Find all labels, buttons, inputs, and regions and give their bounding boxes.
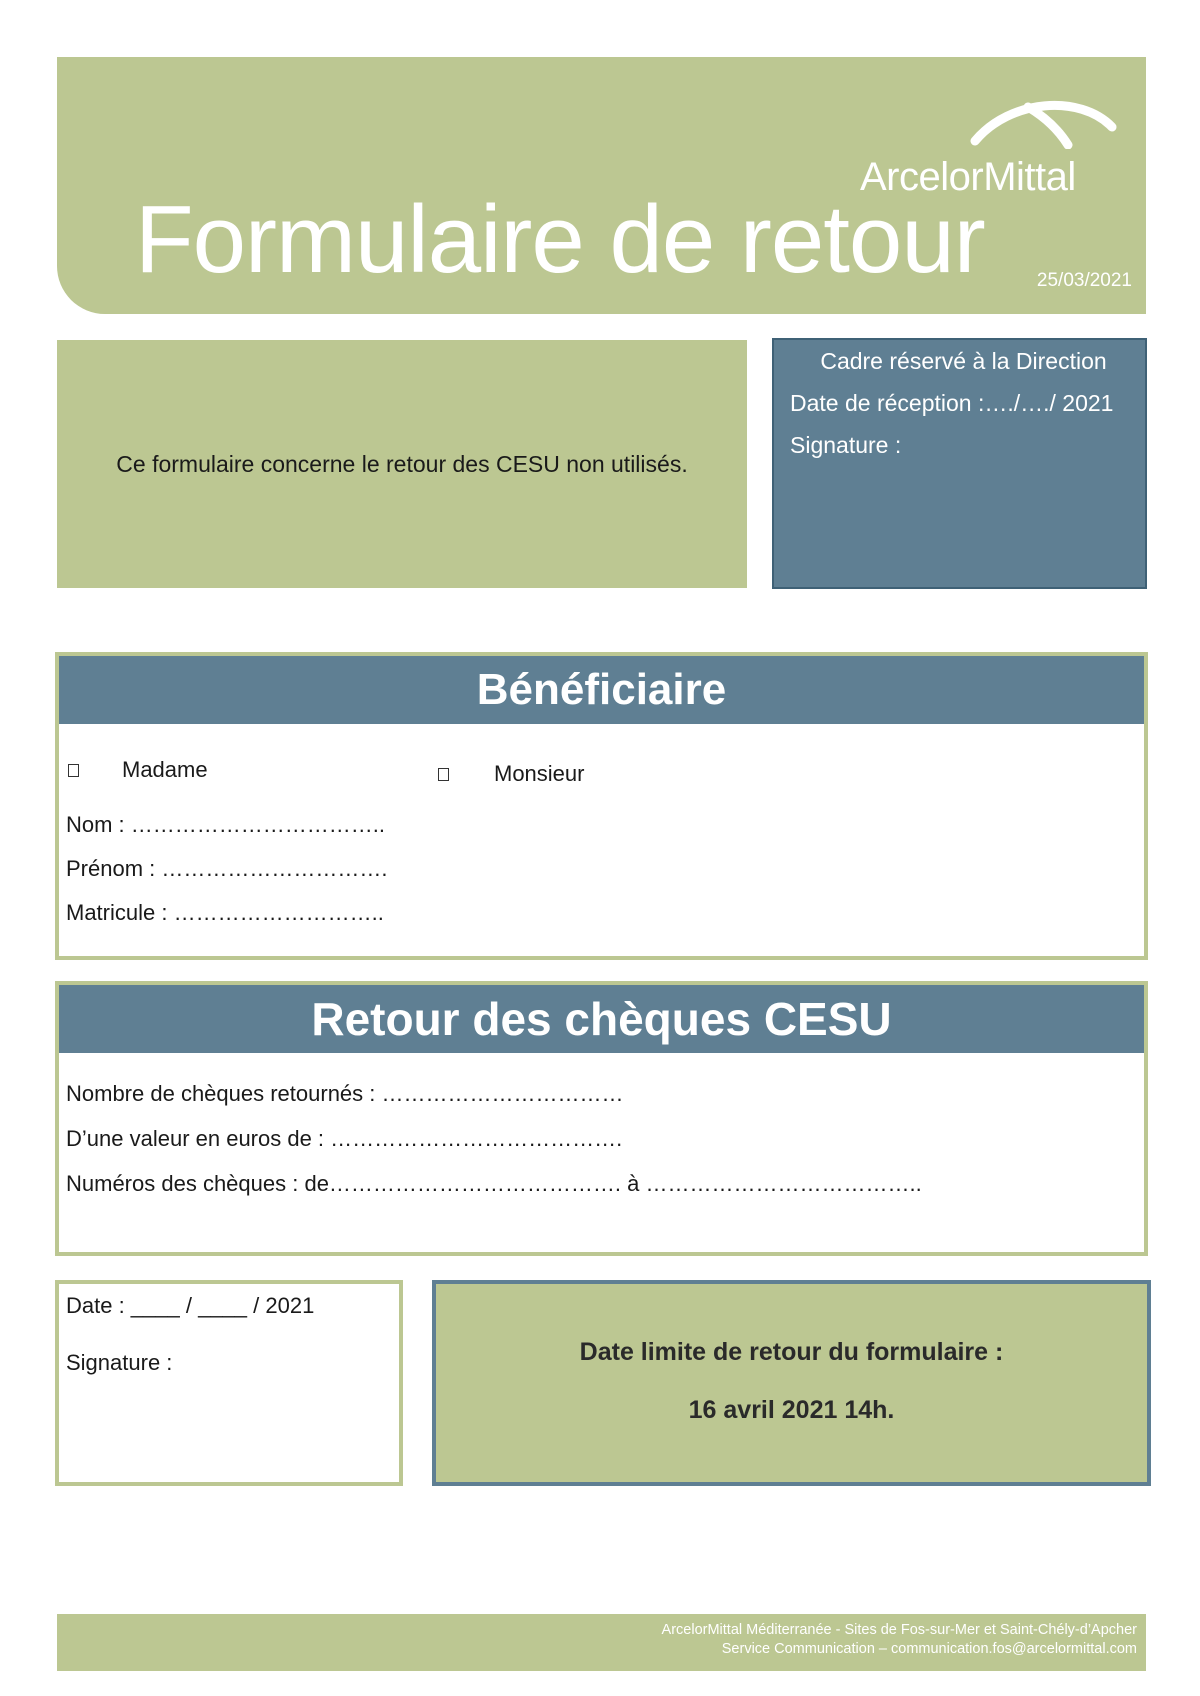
intro-box [57, 340, 747, 588]
monsieur-checkbox[interactable] [438, 768, 449, 781]
madame-label: Madame [122, 757, 208, 782]
beneficiary-section [55, 652, 1148, 960]
footer [57, 1614, 1146, 1671]
arcelormittal-logo-icon [970, 89, 1120, 149]
deadline-value: 16 avril 2021 14h. [688, 1396, 895, 1424]
nom-field[interactable]: Nom : …………………………….. [66, 812, 386, 837]
signature-date-field[interactable]: Date : ____ / ____ / 2021 [66, 1293, 315, 1318]
deadline-label: Date limite de retour du formulaire : [579, 1338, 1004, 1366]
monsieur-label: Monsieur [494, 761, 585, 786]
signature-field[interactable]: Signature : [66, 1350, 173, 1375]
beneficiary-heading: Bénéficiaire [59, 656, 1144, 724]
header-banner [57, 57, 1146, 314]
matricule-field[interactable]: Matricule : ……………………….. [66, 900, 384, 925]
cesu-section [55, 981, 1148, 1256]
cheque-value-field[interactable]: D’une valeur en euros de : …………………………………. [66, 1126, 623, 1151]
direction-signature-field: Signature : [790, 432, 902, 458]
document-date: 25/03/2021 [1036, 270, 1132, 291]
madame-checkbox[interactable] [68, 764, 79, 777]
deadline-box [432, 1280, 1151, 1486]
signature-box [55, 1280, 403, 1486]
footer-contact: Service Communication – communication.fos@arcelormittal.com [721, 1641, 1137, 1657]
cesu-heading: Retour des chèques CESU [59, 985, 1144, 1053]
brand-name: ArcelorMittal [860, 155, 1076, 199]
cheque-count-field[interactable]: Nombre de chèques retournés : …………………………… [66, 1081, 624, 1106]
page-title: Formulaire de retour [135, 186, 985, 293]
reception-date-field: Date de réception :…./…./ 2021 [790, 390, 1114, 416]
direction-box [772, 338, 1147, 589]
cheque-numbers-field[interactable]: Numéros des chèques : de…………………………………. à ……………………………….. [66, 1171, 922, 1196]
footer-address: ArcelorMittal Méditerranée - Sites de Fos-sur-Mer et Saint-Chély-d’Apcher [661, 1622, 1137, 1638]
intro-text: Ce formulaire concerne le retour des CESU non utilisés. [116, 450, 688, 477]
direction-title: Cadre réservé à la Direction [820, 348, 1107, 374]
prenom-field[interactable]: Prénom : …………………………. [66, 856, 388, 881]
